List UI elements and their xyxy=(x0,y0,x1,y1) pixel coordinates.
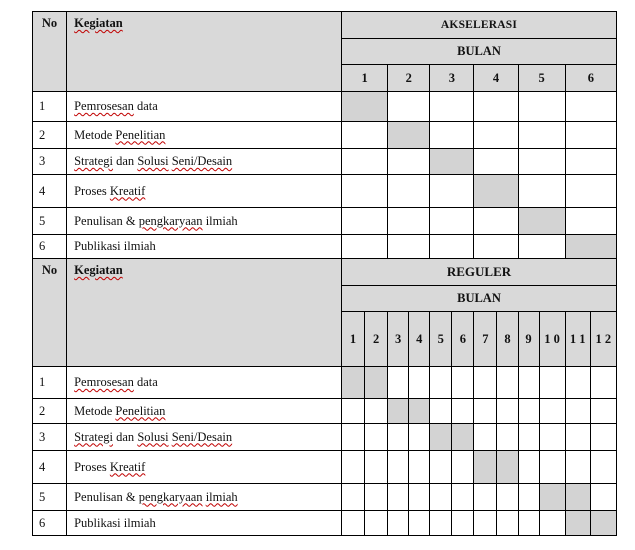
reguler-cell-r3-m11 xyxy=(565,424,590,451)
reguler-month-9: 9 xyxy=(518,312,539,367)
reguler-cell-r5-m3 xyxy=(388,484,409,511)
akselerasi-activity-label: Publikasi ilmiah xyxy=(67,235,342,259)
akselerasi-row-5 xyxy=(33,208,617,235)
reguler-cell-r1-m2-active xyxy=(365,367,388,399)
akselerasi-cell-r4-m3 xyxy=(430,175,474,208)
reguler-cell-r5-m10-active xyxy=(539,484,565,511)
reguler-cell-r1-m3 xyxy=(388,367,409,399)
reguler-cell-r6-m3 xyxy=(388,511,409,536)
reguler-cell-r1-m7 xyxy=(474,367,497,399)
akselerasi-cell-r6-m6-active xyxy=(565,235,616,259)
akselerasi-cell-r5-m1 xyxy=(342,208,388,235)
akselerasi-title: AKSELERASI xyxy=(342,12,617,39)
akselerasi-kegiatan-header xyxy=(67,12,342,92)
reguler-kegiatan-header xyxy=(67,259,342,367)
reguler-cell-r6-m10 xyxy=(539,511,565,536)
akselerasi-cell-r2-m4 xyxy=(474,122,518,149)
reguler-cell-r6-m5 xyxy=(430,511,452,536)
akselerasi-cell-r6-m5 xyxy=(518,235,565,259)
reguler-cell-r4-m9 xyxy=(518,451,539,484)
akselerasi-cell-r3-m5 xyxy=(518,149,565,175)
reguler-cell-r3-m9 xyxy=(518,424,539,451)
reguler-cell-r4-m5 xyxy=(430,451,452,484)
reguler-cell-r5-m9 xyxy=(518,484,539,511)
reguler-cell-r6-m4 xyxy=(409,511,430,536)
reguler-cell-r1-m5 xyxy=(430,367,452,399)
akselerasi-cell-r4-m2 xyxy=(388,175,430,208)
akselerasi-cell-r5-m3 xyxy=(430,208,474,235)
akselerasi-activity-label: Proses Kreatif xyxy=(67,175,342,208)
akselerasi-cell-r1-m2 xyxy=(388,92,430,122)
akselerasi-kegiatan-label: Kegiatan xyxy=(74,16,123,30)
reguler-cell-r5-m2 xyxy=(365,484,388,511)
akselerasi-cell-r2-m2-active xyxy=(388,122,430,149)
reguler-row-5 xyxy=(33,484,617,511)
reguler-cell-r3-m4 xyxy=(409,424,430,451)
reguler-cell-r6-m7 xyxy=(474,511,497,536)
akselerasi-cell-r3-m3-active xyxy=(430,149,474,175)
akselerasi-cell-r3-m1 xyxy=(342,149,388,175)
akselerasi-row-6 xyxy=(33,235,617,259)
reguler-month-4: 4 xyxy=(409,312,430,367)
akselerasi-activity-label: Penulisan & pengkaryaan ilmiah xyxy=(67,208,342,235)
reguler-month-7: 7 xyxy=(474,312,497,367)
akselerasi-cell-r3-m4 xyxy=(474,149,518,175)
reguler-cell-r4-m3 xyxy=(388,451,409,484)
akselerasi-row-number: 1 xyxy=(33,92,67,122)
reguler-cell-r3-m1 xyxy=(342,424,365,451)
reguler-cell-r6-m12-active xyxy=(590,511,616,536)
reguler-cell-r3-m2 xyxy=(365,424,388,451)
reguler-cell-r2-m4-active xyxy=(409,399,430,424)
reguler-activity-label: Penulisan & pengkaryaan ilmiah xyxy=(67,484,342,511)
reguler-row-number: 3 xyxy=(33,424,67,451)
reguler-cell-r6-m9 xyxy=(518,511,539,536)
reguler-month-12: 1 2 xyxy=(590,312,616,367)
reguler-cell-r2-m11 xyxy=(565,399,590,424)
reguler-row-3 xyxy=(33,424,617,451)
akselerasi-cell-r4-m4-active xyxy=(474,175,518,208)
reguler-cell-r4-m10 xyxy=(539,451,565,484)
reguler-cell-r1-m11 xyxy=(565,367,590,399)
akselerasi-month-6: 6 xyxy=(565,65,616,92)
reguler-cell-r3-m3 xyxy=(388,424,409,451)
reguler-cell-r4-m2 xyxy=(365,451,388,484)
reguler-title: REGULER xyxy=(342,259,617,286)
reguler-row-6 xyxy=(33,511,617,536)
akselerasi-row-number: 4 xyxy=(33,175,67,208)
reguler-cell-r2-m2 xyxy=(365,399,388,424)
akselerasi-cell-r4-m1 xyxy=(342,175,388,208)
reguler-cell-r2-m10 xyxy=(539,399,565,424)
reguler-cell-r4-m11 xyxy=(565,451,590,484)
reguler-cell-r4-m6 xyxy=(452,451,474,484)
reguler-cell-r5-m4 xyxy=(409,484,430,511)
akselerasi-activity-label: Metode Penelitian xyxy=(67,122,342,149)
reguler-cell-r6-m2 xyxy=(365,511,388,536)
akselerasi-cell-r1-m3 xyxy=(430,92,474,122)
akselerasi-cell-r5-m6 xyxy=(565,208,616,235)
akselerasi-row-number: 5 xyxy=(33,208,67,235)
reguler-row-number: 2 xyxy=(33,399,67,424)
reguler-cell-r2-m6 xyxy=(452,399,474,424)
reguler-cell-r4-m7-active xyxy=(474,451,497,484)
reguler-month-3: 3 xyxy=(388,312,409,367)
reguler-cell-r5-m8 xyxy=(497,484,518,511)
akselerasi-month-5: 5 xyxy=(518,65,565,92)
akselerasi-no-header: No xyxy=(33,12,67,92)
reguler-activity-label: Pemrosesan data xyxy=(67,367,342,399)
reguler-row-number: 6 xyxy=(33,511,67,536)
akselerasi-cell-r3-m2 xyxy=(388,149,430,175)
akselerasi-cell-r6-m4 xyxy=(474,235,518,259)
reguler-cell-r1-m9 xyxy=(518,367,539,399)
reguler-activity-label: Strategi dan Solusi Seni/Desain xyxy=(67,424,342,451)
akselerasi-cell-r3-m6 xyxy=(565,149,616,175)
reguler-activity-label: Publikasi ilmiah xyxy=(67,511,342,536)
reguler-month-8: 8 xyxy=(497,312,518,367)
reguler-cell-r5-m7 xyxy=(474,484,497,511)
akselerasi-activity-label: Strategi dan Solusi Seni/Desain xyxy=(67,149,342,175)
akselerasi-activity-label: Pemrosesan data xyxy=(67,92,342,122)
akselerasi-row-number: 6 xyxy=(33,235,67,259)
reguler-cell-r2-m1 xyxy=(342,399,365,424)
akselerasi-cell-r1-m5 xyxy=(518,92,565,122)
reguler-row-2 xyxy=(33,399,617,424)
akselerasi-month-3: 3 xyxy=(430,65,474,92)
reguler-cell-r6-m11-active xyxy=(565,511,590,536)
reguler-cell-r5-m6 xyxy=(452,484,474,511)
reguler-cell-r2-m3-active xyxy=(388,399,409,424)
reguler-row-number: 5 xyxy=(33,484,67,511)
reguler-kegiatan-label: Kegiatan xyxy=(74,263,123,277)
akselerasi-cell-r2-m6 xyxy=(565,122,616,149)
reguler-activity-label: Metode Penelitian xyxy=(67,399,342,424)
reguler-cell-r2-m5 xyxy=(430,399,452,424)
akselerasi-cell-r1-m4 xyxy=(474,92,518,122)
reguler-cell-r1-m4 xyxy=(409,367,430,399)
reguler-cell-r5-m1 xyxy=(342,484,365,511)
reguler-month-11: 1 1 xyxy=(565,312,590,367)
akselerasi-cell-r2-m3 xyxy=(430,122,474,149)
akselerasi-row-1 xyxy=(33,92,617,122)
schedule-table xyxy=(32,11,617,536)
akselerasi-row-4 xyxy=(33,175,617,208)
reguler-cell-r1-m8 xyxy=(497,367,518,399)
reguler-cell-r3-m12 xyxy=(590,424,616,451)
akselerasi-cell-r6-m2 xyxy=(388,235,430,259)
akselerasi-cell-r2-m1 xyxy=(342,122,388,149)
akselerasi-cell-r4-m5 xyxy=(518,175,565,208)
reguler-cell-r3-m6-active xyxy=(452,424,474,451)
akselerasi-month-4: 4 xyxy=(474,65,518,92)
reguler-cell-r2-m7 xyxy=(474,399,497,424)
akselerasi-cell-r6-m1 xyxy=(342,235,388,259)
reguler-cell-r6-m1 xyxy=(342,511,365,536)
akselerasi-cell-r2-m5 xyxy=(518,122,565,149)
akselerasi-month-1: 1 xyxy=(342,65,388,92)
reguler-activity-label: Proses Kreatif xyxy=(67,451,342,484)
reguler-row-1 xyxy=(33,367,617,399)
reguler-no-header: No xyxy=(33,259,67,367)
reguler-bulan-header: BULAN xyxy=(342,286,617,312)
akselerasi-row-2 xyxy=(33,122,617,149)
reguler-cell-r5-m11-active xyxy=(565,484,590,511)
reguler-month-5: 5 xyxy=(430,312,452,367)
reguler-cell-r4-m4 xyxy=(409,451,430,484)
reguler-cell-r3-m10 xyxy=(539,424,565,451)
akselerasi-cell-r4-m6 xyxy=(565,175,616,208)
reguler-row-number: 4 xyxy=(33,451,67,484)
reguler-cell-r5-m12 xyxy=(590,484,616,511)
reguler-cell-r2-m12 xyxy=(590,399,616,424)
akselerasi-cell-r6-m3 xyxy=(430,235,474,259)
reguler-cell-r1-m12 xyxy=(590,367,616,399)
reguler-month-10: 1 0 xyxy=(539,312,565,367)
reguler-cell-r1-m6 xyxy=(452,367,474,399)
reguler-cell-r4-m8-active xyxy=(497,451,518,484)
reguler-cell-r5-m5 xyxy=(430,484,452,511)
akselerasi-row-number: 3 xyxy=(33,149,67,175)
reguler-cell-r3-m5-active xyxy=(430,424,452,451)
akselerasi-row-3 xyxy=(33,149,617,175)
akselerasi-cell-r5-m4 xyxy=(474,208,518,235)
akselerasi-cell-r1-m6 xyxy=(565,92,616,122)
reguler-month-2: 2 xyxy=(365,312,388,367)
akselerasi-month-2: 2 xyxy=(388,65,430,92)
akselerasi-cell-r5-m5-active xyxy=(518,208,565,235)
reguler-cell-r4-m12 xyxy=(590,451,616,484)
akselerasi-cell-r1-m1-active xyxy=(342,92,388,122)
reguler-cell-r4-m1 xyxy=(342,451,365,484)
reguler-month-1: 1 xyxy=(342,312,365,367)
reguler-cell-r6-m8 xyxy=(497,511,518,536)
reguler-cell-r3-m7 xyxy=(474,424,497,451)
reguler-cell-r2-m8 xyxy=(497,399,518,424)
akselerasi-row-number: 2 xyxy=(33,122,67,149)
reguler-cell-r1-m10 xyxy=(539,367,565,399)
reguler-cell-r6-m6 xyxy=(452,511,474,536)
reguler-cell-r1-m1-active xyxy=(342,367,365,399)
akselerasi-cell-r5-m2 xyxy=(388,208,430,235)
reguler-cell-r2-m9 xyxy=(518,399,539,424)
reguler-row-4 xyxy=(33,451,617,484)
reguler-cell-r3-m8 xyxy=(497,424,518,451)
reguler-month-6: 6 xyxy=(452,312,474,367)
reguler-row-number: 1 xyxy=(33,367,67,399)
akselerasi-bulan-header: BULAN xyxy=(342,39,617,65)
